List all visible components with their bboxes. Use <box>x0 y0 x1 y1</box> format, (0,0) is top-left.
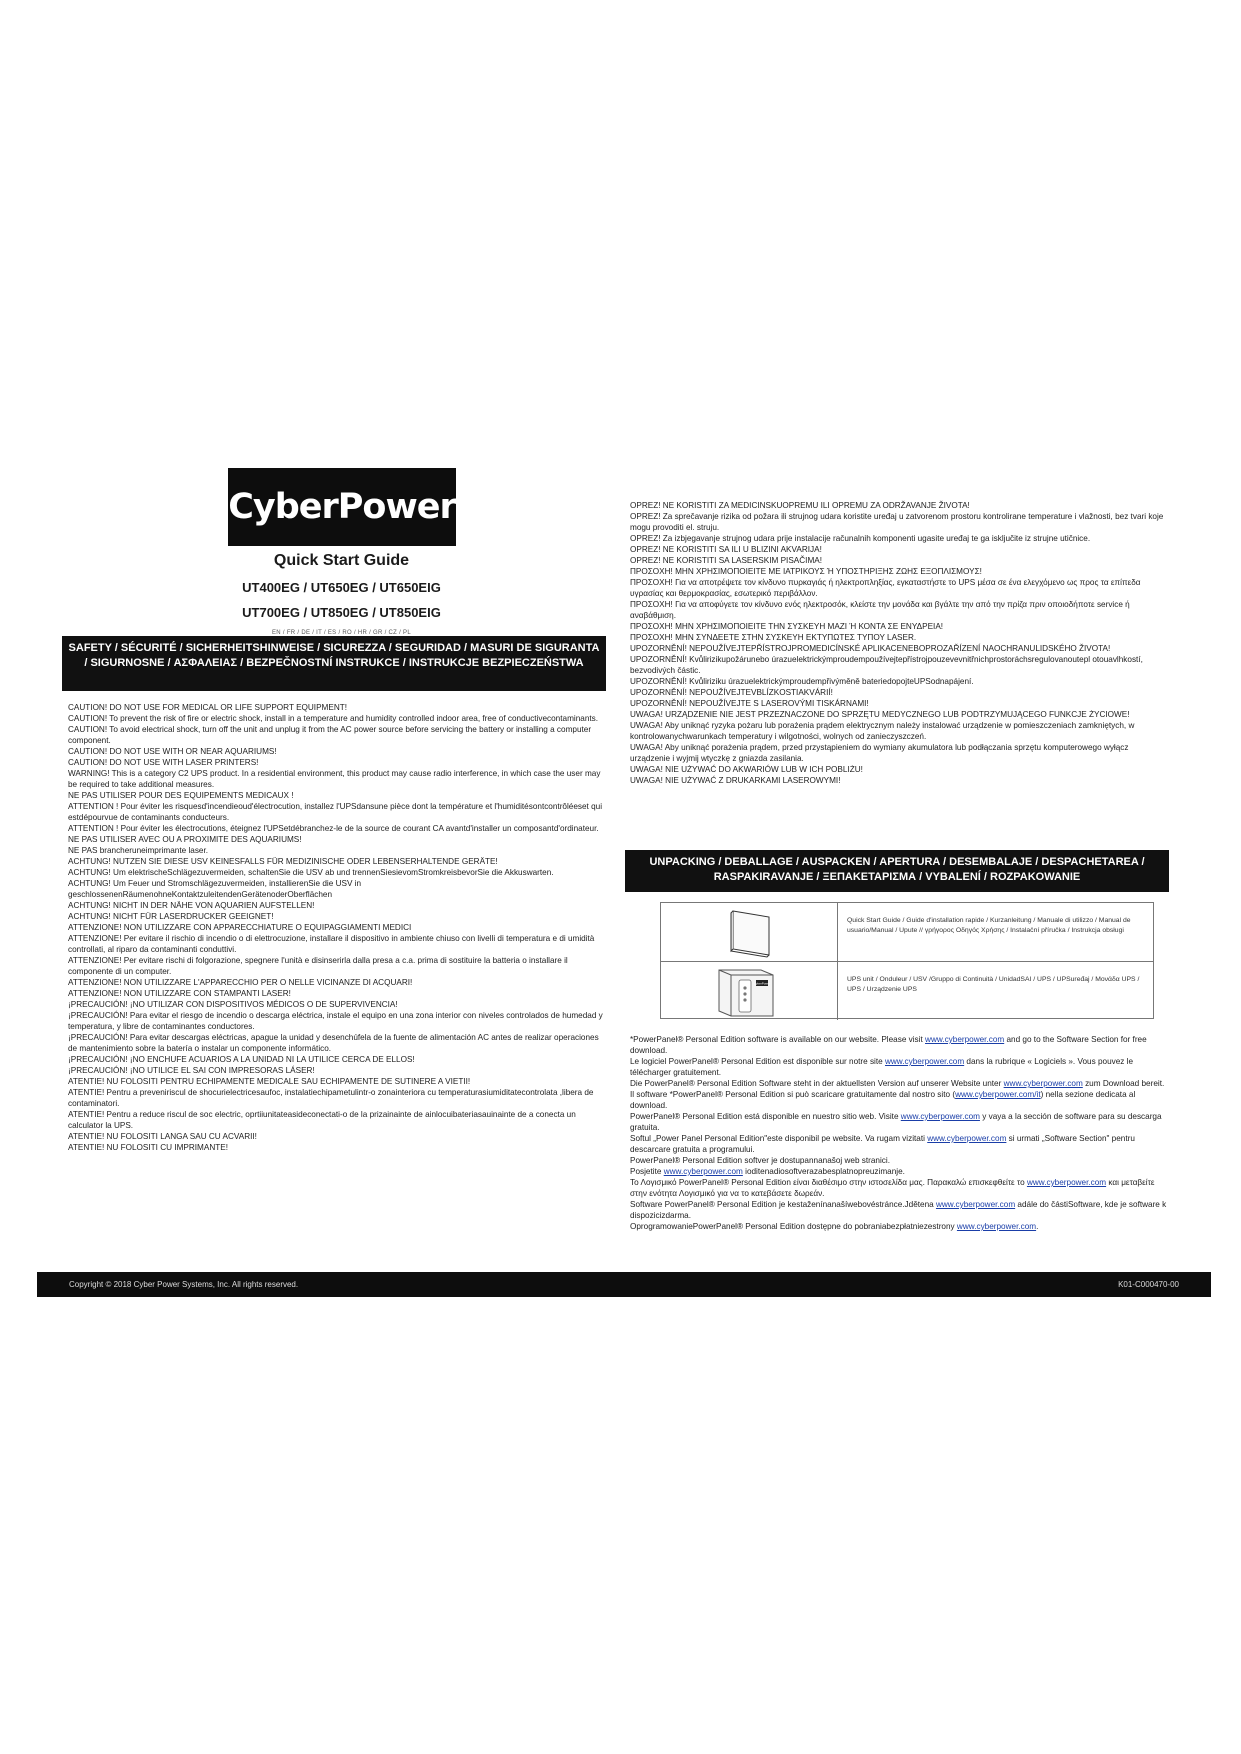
unpacking-header: UNPACKING / DEBALLAGE / AUSPACKEN / APERTURA / DESEMBALAJE / DESPACHETAREA / RASPAKIRAVANJE / ΞΕΠΑΚΕΤΑΡΙΣΜΑ / VYBALENÍ / ROZPAKOWANIE <box>625 850 1169 892</box>
software-line-after: si urmati „Software Section" pentru descarcare gratuita a programului. <box>630 1134 1135 1154</box>
safety-right-column <box>630 500 1170 786</box>
software-line-after: adále do částiSoftware, kde je software k dispozicizdarma. <box>630 1200 1167 1220</box>
software-line <box>630 1111 1170 1133</box>
software-line <box>630 1199 1170 1221</box>
software-line-before: PowerPanel® Personal Edition está disponible en nuestro sitio web. Visite <box>630 1112 901 1121</box>
software-line-before: Il software *PowerPanel® Personal Edition si può scaricare gratuitamente dal nostro sito ( <box>630 1090 956 1099</box>
software-line-before: Die PowerPanel® Personal Edition Software steht in der aktuellsten Version auf unserer Website unter <box>630 1079 1004 1088</box>
software-line-before: Le logiciel PowerPanel® Personal Edition est disponible sur notre site <box>630 1057 885 1066</box>
guide-title: Quick Start Guide <box>273 552 410 569</box>
ups-unit-icon <box>661 962 837 1020</box>
cyberpower-website-link[interactable]: www.cyberpower.com <box>1003 1079 1083 1088</box>
software-line-before: PowerPanel® Personal Edition softver je dostupannanašoj web stranici. Posjetite <box>630 1156 890 1176</box>
safety-paragraph-fr: NE PAS UTILISER POUR DES EQUIPEMENTS MEDICAUX ! ATTENTION ! Pour éviter les risquesd'incendieoud'électrocution, installez l'UPSdansune pièce dont la température et l'humiditésontcontrôléeset qui estdépourvue de contaminants conducteurs. ATTENTION ! Pour éviter les électrocutions, éteignez l'UPSetdébranchez-le de la source de courant CA avantd'installer un composantd'ordinateur. NE PAS UTILISER AVEC OU A PROXIMITE DES AQUARIUMS! NE PAS brancheruneimprimante laser. <box>68 791 603 855</box>
cyberpower-website-link[interactable]: www.cyberpower.com <box>900 1112 980 1121</box>
footer-bar <box>37 1272 1211 1297</box>
title-block <box>140 552 543 636</box>
models-line-1: UT400EG / UT650EG / UT650EIG <box>242 580 441 595</box>
software-notes <box>630 1034 1170 1232</box>
software-line <box>630 1034 1170 1056</box>
software-line-after: dans la rubrique « Logiciels ». Vous pouvez le télécharger gratuitement. <box>630 1057 1134 1077</box>
software-line-after: zum Download bereit. <box>1082 1079 1165 1088</box>
safety-paragraph-pl: UWAGA! URZĄDZENIE NIE JEST PRZEZNACZONE DO SPRZĘTU MEDYCZNEGO LUB PODTRZYMUJĄCEGO FUNKCJE ŻYCIOWE! UWAGA! Aby uniknąć ryzyka pożaru lub porażenia prądem elektrycznym należy instalować urządzenie w pomieszczeniach zamkniętych, w kontrolowanychwarunkach temperatury i wilgotności, wolnych od zanieczyszczeń. UWAGA! Aby uniknąć porażenia prądem, przed przystąpieniem do wymiany akumulatora lub podłączania sprzętu komputerowego wyłącz urządzenie i wyjmij wtyczkę z gniazda zasilania. UWAGA! NIE UŻYWAĆ DO AKWARIÓW LUB W ICH POBLIŻU! UWAGA! NIE UŻYWAĆ Z DRUKARKAMI LASEROWYMI! <box>630 710 1135 785</box>
cyberpower-website-link[interactable]: www.cyberpower.com <box>927 1134 1007 1143</box>
safety-paragraph-hr: OPREZ! NE KORISTITI ZA MEDICINSKUOPREMU ILI OPREMU ZA ODRŽAVANJE ŽIVOTA! OPREZ! Za sprečavanje rizika od požara ili strujnog udara koristite uređaj u zatvorenom prostoru kontrolirane temperature i vlažnosti, bez tvari koje mogu provoditi el. struju. OPREZ! Za izbjegavanje strujnog udara prije instalacije računalnih komponenti ugasite uređaj te ga isključite iz strujne utičnice. OPREZ! NE KORISTITI SA ILI U BLIZINI AKVARIJA! OPREZ! NE KORISTITI SA LASERSKIM PISAČIMA! <box>630 501 1164 565</box>
software-line <box>630 1221 1170 1232</box>
software-line-before: Software PowerPanel® Personal Edition je kestaženínanašíwebovéstránce.Jdětena <box>630 1200 936 1209</box>
safety-header: SAFETY / SÉCURITÉ / SICHERHEITSHINWEISE / SICUREZZA / SEGURIDAD / MASURI DE SIGURANTA / SIGURNOSNE / ΑΣΦΑΛΕΙΑΣ / BEZPEČNOSTNÍ INSTRUKCE / INSTRUKCJE BEZPIECZEŃSTWA <box>62 636 606 691</box>
ups-unit-label: CyberPower <box>753 981 771 986</box>
safety-paragraph-es: ¡PRECAUCIÓN! ¡NO UTILIZAR CON DISPOSITIVOS MÉDICOS O DE SUPERVIVENCIA! ¡PRECAUCIÓN! Para evitar el riesgo de incendio o descarga eléctrica, instale el equipo en una zona interior con niveles controlados de humedad y temperatura, y libre de contaminantes conductores. ¡PRECAUCIÓN! Para evitar descargas eléctricas, apague la unidad y desenchúfela de la fuente de alimentación AC antes de realizar operaciones de mantenimiento sobre la batería o instalar un componente informático. ¡PRECAUCIÓN! ¡NO ENCHUFE ACUARIOS A LA UNIDAD NI LA UTILICE CERCA DE ELLOS! ¡PRECAUCIÓN! ¡NO UTILICE EL SAI CON IMPRESORAS LÁSER! <box>68 1000 603 1075</box>
unpacking-row-guide-text: Quick Start Guide / Guide d'installation rapide / Kurzanleitung / Manuale di utilizzo / Manual de usuario/Manual / Upute // γρήγορος Οδηγός Χρήσης / Instalační příručka / Instrukcja obsługi <box>847 917 1131 934</box>
safety-paragraph-en: CAUTION! DO NOT USE FOR MEDICAL OR LIFE SUPPORT EQUIPMENT! CAUTION! To prevent the risk of fire or electric shock, install in a temperature and humidity controlled indoor area, free of conductivecontaminants. CAUTION! To avoid electrical shock, turn off the unit and unplug it from the AC power source before servicing the battery or installing a computer component. CAUTION! DO NOT USE WITH OR NEAR AQUARIUMS! CAUTION! DO NOT USE WITH LASER PRINTERS! WARNING! This is a category C2 UPS product. In a residential environment, this product may cause radio interference, in which case the user may be required to take additional measures. <box>68 703 601 789</box>
cyberpower-website-link[interactable]: www.cyberpower.com <box>925 1035 1005 1044</box>
software-line <box>630 1133 1170 1155</box>
software-line-after: . <box>1036 1222 1039 1231</box>
software-line-before: *PowerPanel® Personal Edition software is available on our website. Please visit <box>630 1035 926 1044</box>
cyberpower-logo: CyberPower <box>228 468 456 546</box>
safety-paragraph-gr: ΠΡΟΣΟΧΗ! ΜΗΝ ΧΡΗΣΙΜΟΠΟΙΕΙΤΕ ΜΕ ΙΑΤΡΙΚΟΥΣ Ή ΥΠΟΣΤΗΡΙΞΗΣ ΖΩΗΣ ΕΞΟΠΛΙΣΜΟΥΣ! ΠΡΟΣΟΧΗ! Για να αποτρέψετε τον κίνδυνο πυρκαγιάς ή ηλεκτροπληξίας, εγκαταστήστε το UPS μέσα σε ένα ελεγχόμενο ως προς τα επίπεδα υγρασίας και θερμοκρασίας, εσωτερικό περιβάλλον. ΠΡΟΣΟΧΗ! Για να αποφύγετε τον κίνδυνο ενός ηλεκτροσόκ, κλείστε την μονάδα και βγάλτε την από την πρίζα πριν οποιοδήποτε service ή αναβάθμιση. ΠΡΟΣΟΧΗ! ΜΗΝ ΧΡΗΣΙΜΟΠΟΙΕΙΤΕ ΤΗΝ ΣΥΣΚΕΥΗ ΜΑΖΙ Ή ΚΟΝΤΑ ΣΕ ΕΝΥΔΡΕΙΑ! ΠΡΟΣΟΧΗ! ΜΗΝ ΣΥΝΔΕΕΤΕ ΣΤΗΝ ΣΥΣΚΕΥΗ ΕΚΤΥΠΩΤΕΣ ΤΥΠΟΥ LASER. <box>630 567 1141 642</box>
software-line-after: και μεταβείτε στην ενότητα Λογισμικό για να το κατεβάσετε δωρεάν. <box>630 1178 1155 1198</box>
cyberpower-website-link[interactable]: www.cyberpower.com <box>1026 1178 1107 1187</box>
cyberpower-website-link[interactable]: www.cyberpower.com <box>956 1222 1037 1231</box>
software-line-after: and go to the Software Section for free download. <box>630 1035 1147 1055</box>
unpacking-row-ups <box>661 961 1153 1020</box>
booklet-cell <box>661 903 838 961</box>
software-line <box>630 1056 1170 1078</box>
software-line <box>630 1177 1170 1199</box>
cyberpower-website-link[interactable]: www.cyberpower.com <box>935 1200 1016 1209</box>
unpacking-table <box>660 902 1154 1019</box>
ups-cell <box>661 962 838 1020</box>
software-line-before: Το Λογισμικό PowerPanel® Personal Edition είναι διαθέσιμο στην ιστοσελίδα μας. Παρακαλώ επισκεφθείτε το <box>630 1178 1027 1187</box>
software-line-after: y vaya a la sección de software para su descarga gratuita. <box>630 1112 1162 1132</box>
software-line-after: ) nella sezione dedicata al download. <box>630 1090 1136 1110</box>
cyberpower-website-link[interactable]: www.cyberpower.com <box>663 1167 743 1176</box>
document-code: K01-C000470-00 <box>1118 1280 1179 1289</box>
safety-paragraph-ro: ATENTIE! NU FOLOSITI PENTRU ECHIPAMENTE MEDICALE SAU ECHIPAMENTE DE SUTINERE A VIETII! ATENTIE! Pentru a preveniriscul de shocurielectricesaufoc, instalatiechipametulintr-o zonainteriora cu temperaturasiumiditatecontrolata ,libera de contaminatori. ATENTIE! Pentru a reduce riscul de soc electric, oprtiiunitateasideconectati-o de la prizainainte de ainlocuibateriasauinainte de a conecta un calculator la UPS. ATENTIE! NU FOLOSITI LANGA SAU CU ACVARII! ATENTIE! NU FOLOSITI CU IMPRIMANTE! <box>68 1077 594 1152</box>
software-line <box>630 1078 1170 1089</box>
software-line <box>630 1155 1170 1177</box>
safety-paragraph-de: ACHTUNG! NUTZEN SIE DIESE USV KEINESFALLS FÜR MEDIZINISCHE ODER LEBENSERHALTENDE GERÄTE! ACHTUNG! Um elektrischeSchlägezuvermeiden, schaltenSie die USV ab und trennenSiesievomStromkreisbevorSie die Akkuswarten. ACHTUNG! Um Feuer und Stromschlägezuvermeiden, installierenSie die USV in geschlossenenRäumenohneKontaktzuleitendenGerätenoderOberflächen ACHTUNG! NICHT IN DER NÄHE VON AQUARIEN AUFSTELLEN! ACHTUNG! NICHT FÜR LASERDRUCKER GEEIGNET! <box>68 857 554 921</box>
unpacking-row-guide <box>661 903 1153 961</box>
unpacking-row-ups-text: UPS unit / Onduleur / USV /Gruppo di Continuità / UnidadSAI / UPS / UPSuređaj / Μονάδα UPS / UPS / Urządzenie UPS <box>847 976 1140 993</box>
models-line-2: UT700EG / UT850EG / UT850EIG <box>242 605 441 620</box>
safety-left-column <box>68 702 608 1153</box>
safety-paragraph-it: ATTENZIONE! NON UTILIZZARE CON APPARECCHIATURE O EQUIPAGGIAMENTI MEDICI ATTENZIONE! Per evitare il rischio di incendio o di elettrocuzione, installare il dispositivo in ambiente chiuso con livelli di temperatura e di umidità controllati, al riparo da contaminanti conduttivi. ATTENZIONE! Per evitare rischi di folgorazione, spegnere l'unità e disinserirla dalla presa a c.a. prima di sostituire la batteria o installare il componente di un computer. ATTENZIONE! NON UTILIZZARE L'APPARECCHIO PER O NELLE VICINANZE DI ACQUARI! ATTENZIONE! NON UTILIZZARE CON STAMPANTI LASER! <box>68 923 595 998</box>
language-list: EN / FR / DE / IT / ES / RO / HR / GR / CZ / PL <box>271 630 411 636</box>
software-line-after: ioditenadiosoftverazabesplatnopreuzimanje. <box>742 1167 905 1176</box>
software-line <box>630 1089 1170 1111</box>
cyberpower-website-link[interactable]: www.cyberpower.com <box>884 1057 965 1066</box>
booklet-icon <box>661 903 837 961</box>
safety-paragraph-cz: UPOZORNĚNÍ! NEPOUŽÍVEJTEPŘÍSTROJPROMEDICÍNSKÉ APLIKACENEBOPROZAŘÍZENÍ NAOCHRANULIDSKÉHO ŽIVOTA! UPOZORNĚNÍ! Kvůlirizikupožárunebo úrazuelektrickýmproudempoužívejtepřístrojpouzevevnitřnichprostoráchsregulovanoutepl otouavlhkostí, bezvodivých částic. UPOZORNĚNÍ! Kvůliriziku úrazuelektrickýmproudempřivýměně bateriedopojteUPSodnapájení. UPOZORNĚNÍ! NEPOUŽÍVEJTEVBLÍZKOSTIAKVÁRIÍ! UPOZORNĚNÍ! NEPOUŽÍVEJTE S LASEROVÝMI TISKÁRNAMI! <box>630 644 1143 708</box>
software-line-before: Softul „Power Panel Personal Edition"este disponibil pe website. Va rugam vizitati <box>630 1134 928 1143</box>
copyright-text: Copyright © 2018 Cyber Power Systems, Inc. All rights reserved. <box>69 1280 299 1289</box>
software-line-before: OprogramowaniePowerPanel® Personal Edition dostępne do pobraniabezpłatniezestrony <box>630 1222 957 1231</box>
cyberpower-website-link[interactable]: www.cyberpower.com/it <box>955 1090 1041 1099</box>
